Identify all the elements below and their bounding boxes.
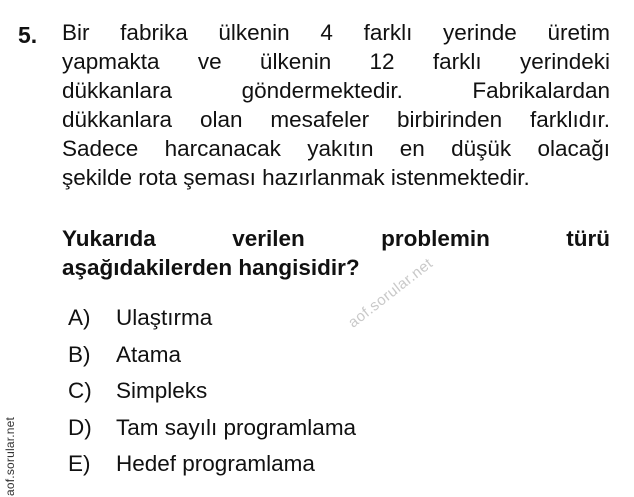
question-line: yapmakta ve ülkenin 12 farklı yerindeki [62, 49, 610, 74]
question-line: Sadece harcanacak yakıtın en düşük olacağı [62, 136, 610, 161]
option-text: Ulaştırma [116, 305, 213, 330]
question-body [62, 18, 610, 192]
option-c[interactable] [68, 373, 356, 410]
option-text: Atama [116, 341, 182, 367]
option-text: Hedef programlama [116, 451, 315, 476]
option-text: Simpleks [116, 378, 208, 403]
question-line: dükkanlara göndermektedir. Fabrikalardan [62, 78, 610, 103]
option-letter: A) [68, 305, 91, 330]
question-number: 5. [18, 22, 38, 48]
question-prompt [62, 224, 610, 282]
option-letter: E) [68, 451, 91, 476]
prompt-line: Yukarıda verilen problemin türü [62, 226, 610, 251]
option-e[interactable] [68, 446, 356, 483]
option-text: Tam sayılı programlama [116, 414, 357, 440]
option-letter: D) [68, 414, 92, 440]
answer-options [68, 300, 356, 483]
watermark-diagonal: aof.sorular.net [345, 254, 437, 332]
question-line: dükkanlara olan mesafeler birbirinden farklıdır. [62, 107, 610, 132]
option-b[interactable] [68, 337, 356, 374]
option-letter: C) [68, 378, 92, 403]
prompt-line: aşağıdakilerden hangisidir? [62, 255, 360, 280]
option-letter: B) [68, 341, 91, 367]
question-line: şekilde rota şeması hazırlanmak istenmektedir. [62, 165, 530, 190]
option-a[interactable] [68, 300, 356, 337]
option-d[interactable] [68, 410, 356, 447]
watermark-vertical: aof.sorular.net [3, 416, 17, 496]
question-line: Bir fabrika ülkenin 4 farklı yerinde üretim [62, 20, 610, 45]
